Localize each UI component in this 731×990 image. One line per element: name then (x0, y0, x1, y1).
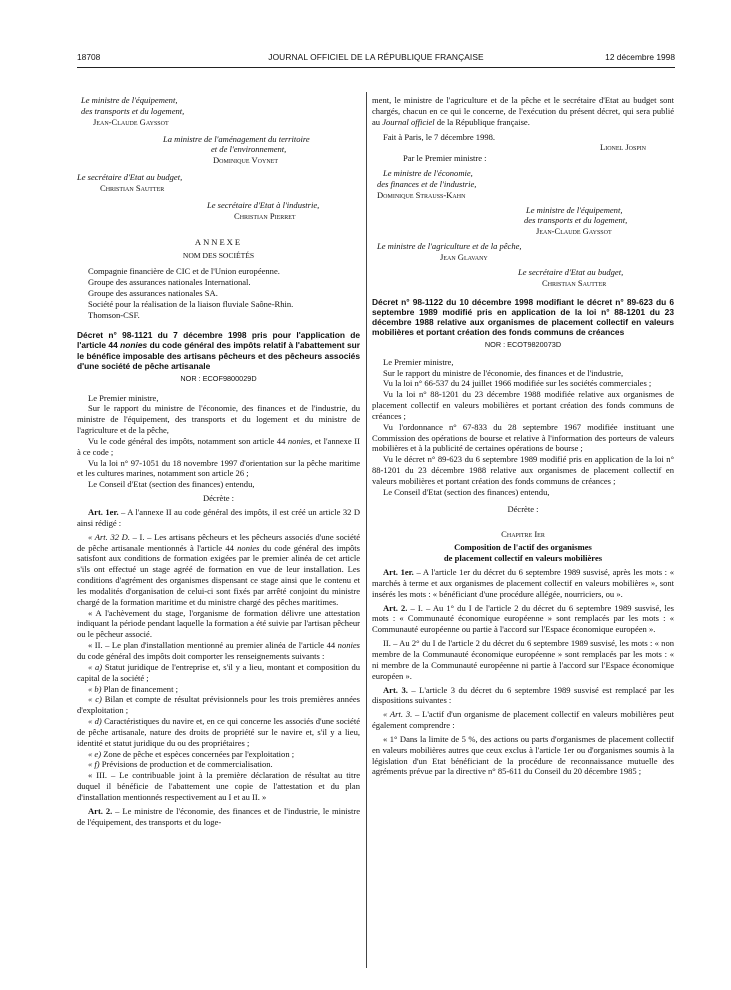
paragraph: Vu l'ordonnance n° 67-833 du 28 septembre 1967 modifiée instituant une Commission des opérations de bourse et relative à l'information des porteurs de valeurs mobilières et à la publicité de certaines opérations de bourse ; (372, 421, 674, 454)
article-2: Art. 2. – Le ministre de l'économie, des finances et de l'industrie, le ministre de l'équipement, des transports et du loge- (77, 805, 360, 827)
signature-role: et de l'environnement, (211, 144, 287, 155)
signature-role: La ministre de l'aménagement du territoire (163, 133, 310, 144)
signature-name: Jean-Claude Gayssot (93, 116, 169, 127)
paragraph: Vu le code général des impôts, notamment son article 44 nonies, et l'annexe II à ce code ; (77, 435, 360, 457)
list-item: Thomson-CSF. (88, 309, 140, 320)
article-32d: « Art. 32 D. – I. – Les artisans pêcheurs et les pêcheurs associés d'une société de pêche artisanale mentionnés à l'article 44 nonies du code général des impôts satisfont aux conditions de formation exigées par le premier alinéa de cet article s'ils ont effectué un stage agréé de formation en vue de leur installation. Les conditions d'agrément des organismes dispensant ce stage ainsi que le contenu et les modalités d'organisation de celui-ci sont fixés par arrêté conjoint du ministre chargé de la formation maritime et du ministre chargé des pêches maritimes. (77, 531, 360, 607)
paragraph: Sur le rapport du ministre de l'économie, des finances et de l'industrie, (383, 367, 624, 378)
nor-reference: NOR : ECOF9800029D (180, 373, 257, 383)
paragraph: Vu la loi n° 66-537 du 24 juillet 1966 modifiée sur les sociétés commerciales ; (383, 378, 652, 389)
paragraph: II. – Au 2° du I de l'article 2 du décret du 6 septembre 1989 susvisé, les mots : « non membre de la Communauté économique européenne » sont remplacés par les mots : « ni membre de la Communauté européenne ni partie à l'accord sur l'Espace économique européen ». (372, 638, 674, 681)
paragraph: Vu la loi n° 97-1051 du 18 novembre 1997 d'orientation sur la pêche maritime et les cultures marines, notamment son article 26 ; (77, 457, 360, 479)
article-3-quoted: « Art. 3. – L'actif d'un organisme de placement collectif en valeurs mobilières peut également comprendre : (372, 709, 674, 731)
list-item: « a) Statut juridique de l'entreprise et, s'il y a lieu, montant et composition du capital de la société ; (77, 661, 360, 683)
signature-role: Le ministre de l'équipement, (526, 204, 623, 215)
par-premier-ministre: Par le Premier ministre : (403, 153, 487, 164)
signature-name: Lionel Jospin (599, 142, 646, 153)
signature-name: Christian Sautter (100, 182, 165, 193)
signature-role: des transports et du logement, (524, 215, 628, 226)
article-1: Art. 1er. – A l'annexe II au code général des impôts, il est créé un article 32 D ainsi rédigé : (77, 507, 360, 528)
list-item: « d) Caractéristiques du navire et, en ce qui concerne les associés d'une société de pêche artisanale, nature des droits de propriété sur le navire et, s'il y a lieu, identité et statut juridique du ou des propriétaires ; (77, 716, 360, 748)
fait-a-paris: Fait à Paris, le 7 décembre 1998. (383, 131, 496, 142)
issue-date: 12 décembre 1998 (605, 52, 675, 62)
decrete: Décrète : (202, 493, 235, 504)
paragraph: ment, le ministre de l'agriculture et de la pêche et le secrétaire d'Etat au budget sont chargés, chacun en ce qui le concerne, de l'exécution du présent décret, qui sera publié au Journal officiel de la République française. (372, 95, 674, 127)
article-2: Art. 2. – I. – Au 1° du I de l'article 2 du décret du 6 septembre 1989 susvisé, les mots : « Communauté économique européenne » sont remplacés par les mots : « Communauté européenne ou partie à l'accord sur l'Espace économique européen ». (372, 602, 675, 635)
paragraph: « A l'achèvement du stage, l'organisme de formation délivre une attestation indiquant la période pendant laquelle la formation a été suivie par l'artisan pêcheur ou le pêcheur associé. (77, 607, 360, 640)
chapter-title: Composition de l'actif des organismes (454, 542, 592, 553)
paragraph: Vu le décret n° 89-623 du 6 septembre 1989 modifié pris en application de la loi n° 88-1201 du 23 décembre 1988 relative aux organismes de placement collectif en valeurs mobilières et portant création des fonds communs de créances ; (372, 454, 674, 486)
signature-name: Christian Pierret (234, 210, 296, 221)
annexe-title: ANNEXE (194, 237, 243, 248)
signature-name: Christian Sautter (542, 277, 607, 288)
list-item: Compagnie financière de CIC et de l'Union européenne. (88, 266, 280, 277)
left-column (77, 95, 360, 827)
signature-block (77, 95, 360, 221)
paragraph: Le Conseil d'Etat (section des finances) entendu, (88, 479, 255, 490)
article-1: Art. 1er. – A l'article 1er du décret du 6 septembre 1989 susvisé, après les mots : « marchés à terme et aux organismes de placement collectif en valeurs mobilières », sont insérés les mots : « bénéficiant d'une procédure allégée, nourriciers, ou ». (372, 567, 674, 599)
signature-role: des finances et de l'industrie, (377, 178, 477, 189)
list-item: « b) Plan de financement ; (88, 683, 178, 694)
decree-heading: Décret n° 98-1121 du 7 décembre 1998 pris pour l'application de l'article 44 nonies du code général des impôts relatif à l'abattement sur le bénéfice imposable des artisans pêcheurs et des pêcheurs associés d'une société de pêche artisanale (77, 330, 360, 371)
paragraph: Sur le rapport du ministre de l'économie, des finances et de l'industrie, du ministre de l'équipement, des transports et du logement et du ministre de l'agriculture et de la pêche, (77, 403, 360, 436)
signature-role: Le secrétaire d'Etat au budget, (518, 266, 624, 277)
article-3: Art. 3. – L'article 3 du décret du 6 septembre 1989 susvisé est remplacé par les dispositions suivantes : (372, 684, 674, 706)
chapter-label: Chapitre Ier (501, 528, 545, 539)
paragraph: « III. – Le contribuable joint à la première déclaration de résultat au titre duquel il bénéficie de l'abattement une copie de l'attestation et du plan d'installation mentionnés respectivement au I et au II. » (77, 770, 360, 802)
signature-role: Le ministre de l'économie, (383, 168, 473, 179)
list-item: Groupe des assurances nationales SA. (88, 287, 218, 298)
column-divider (366, 92, 367, 968)
right-column (372, 95, 674, 777)
page-header (77, 52, 675, 66)
paragraph: « II. – Le plan d'installation mentionné au premier alinéa de l'article 44 nonies du code général des impôts doit comporter les renseignements suivants : (77, 640, 360, 661)
paragraph: Le Premier ministre, (88, 392, 159, 403)
company-list (77, 266, 360, 320)
journal-title: JOURNAL OFFICIEL DE LA RÉPUBLIQUE FRANÇAISE (268, 52, 484, 62)
paragraph: Vu la loi n° 88-1201 du 23 décembre 1988 modifiée relative aux organismes de placement collectif en valeurs mobilières et portant création des fonds communs de créances ; (372, 389, 674, 421)
nor-reference: NOR : ECOT9820073D (484, 339, 562, 349)
signature-name: Jean-Claude Gayssot (536, 226, 612, 237)
paragraph: Le Premier ministre, (383, 356, 454, 367)
paragraph: Le Conseil d'Etat (section des finances) entendu, (383, 486, 550, 497)
list-item: Société pour la réalisation de la liaison fluviale Saône-Rhin. (88, 298, 294, 309)
signature-role: Le secrétaire d'Etat au budget, (77, 172, 183, 183)
list-item: « c) Bilan et compte de résultat prévisionnels pour les trois premières années d'exploitation ; (77, 694, 360, 716)
annexe-subtitle: NOM DES SOCIÉTÉS (182, 251, 255, 261)
signature-role: des transports et du logement, (81, 105, 185, 116)
signature-role: Le ministre de l'équipement, (81, 95, 178, 105)
decrete: Décrète : (507, 503, 539, 514)
signature-role: Le ministre de l'agriculture et de la pêche, (377, 241, 522, 252)
list-item: « f) Prévisions de production et de commercialisation. (88, 759, 273, 770)
list-item: Groupe des assurances nationales International. (88, 276, 251, 287)
signature-name: Dominique Voynet (213, 155, 278, 166)
list-item: « 1° Dans la limite de 5 %, des actions ou parts d'organismes de placement collectif en valeurs mobilières autres que ceux exclus à l'article 1er ou d'organismes soumis à la législation d'un Etat bénéficiant de la procédure de reconnaissance mutuelle des agréments prévue par la directive n° 85-611 du Conseil du 20 décembre 1985 ; (372, 733, 674, 777)
signature-name: Dominique Strauss-Kahn (377, 189, 466, 200)
header-rule (77, 67, 675, 68)
signature-role: Le secrétaire d'Etat à l'industrie, (207, 199, 320, 210)
decree-heading: Décret n° 98-1122 du 10 décembre 1998 modifiant le décret n° 89-623 du 6 septembre 1989 modifié pris en application de la loi n° 88-1201 du 23 décembre 1988 relative aux organismes de placement collectif en valeurs mobilières et portant création des fonds communs de créances (372, 296, 674, 337)
page-number: 18708 (77, 52, 101, 62)
list-item: « e) Zone de pêche et espèces concernées par l'exploitation ; (88, 748, 295, 759)
signature-name: Jean Glavany (440, 251, 488, 262)
chapter-title: de placement collectif en valeurs mobilières (443, 553, 603, 564)
